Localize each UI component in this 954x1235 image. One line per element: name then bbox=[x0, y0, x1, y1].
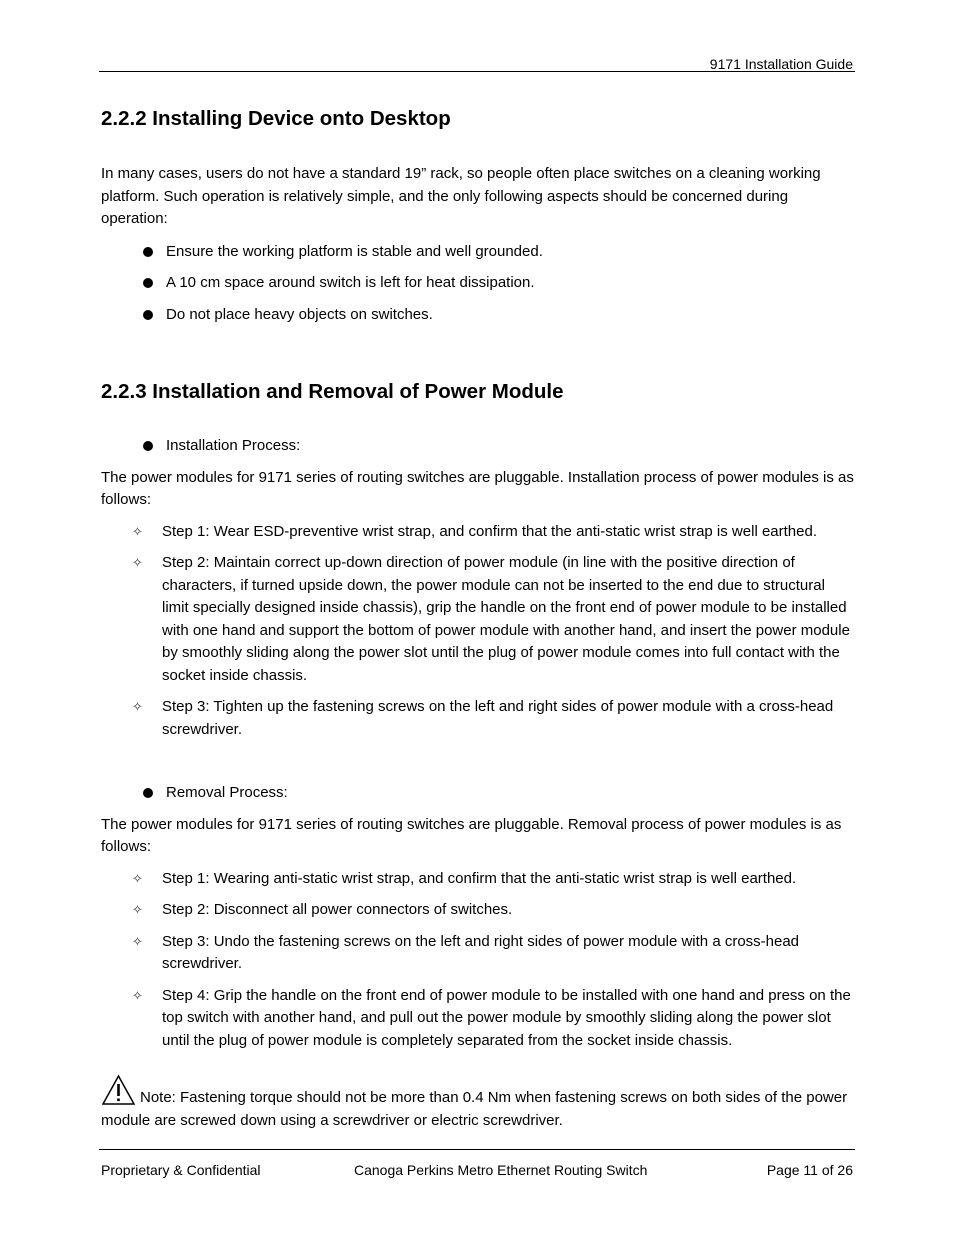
list-item: ✧ Step 3: Tighten up the fastening screws on the left and right sides of power module with a cross-head screwdriver. bbox=[101, 696, 854, 741]
step-star-icon: ✧ bbox=[132, 870, 143, 886]
list-item: ✧ Step 1: Wearing anti-static wrist strap, and confirm that the anti-static wrist strap is well earthed. bbox=[101, 868, 854, 891]
bullet-icon bbox=[143, 441, 153, 451]
step-star-icon: ✧ bbox=[132, 987, 143, 1003]
list-item: Do not place heavy objects on switches. bbox=[101, 304, 854, 327]
section-heading-222: 2.2.2 Installing Device onto Desktop bbox=[101, 107, 451, 130]
bullet-icon bbox=[143, 247, 153, 257]
header-rule bbox=[99, 71, 855, 72]
note-paragraph bbox=[101, 1074, 854, 1132]
list-item: ✧ Step 4: Grip the handle on the front end of power module to be installed with one hand and press on the top switch with another hand, and pull out the power module by smoothly sliding along the power slot until the plug of power module is completely separated from the socket inside chassis. bbox=[101, 985, 854, 1053]
bullet-icon bbox=[143, 278, 153, 288]
page-number: Page 11 of 26 bbox=[766, 1162, 853, 1178]
removal-intro: The power modules for 9171 series of routing switches are pluggable. Removal process of power modules is as follows: bbox=[101, 815, 842, 855]
section-222-intro: In many cases, users do not have a standard 19” rack, so people often place switches on a cleaning working platform. Such operation is relatively simple, and the only following aspects should be concerned during operation: bbox=[101, 165, 821, 227]
step-star-icon: ✧ bbox=[132, 699, 143, 714]
list-item-installation: Installation Process: bbox=[101, 435, 854, 458]
step-star-icon: ✧ bbox=[132, 523, 143, 539]
footer-left: Proprietary & Confidential bbox=[101, 1162, 261, 1178]
section-heading-223: 2.2.3 Installation and Removal of Power Module bbox=[101, 380, 564, 403]
running-header: 9171 Installation Guide bbox=[709, 56, 853, 72]
list-item: A 10 cm space around switch is left for heat dissipation. bbox=[101, 272, 854, 295]
step-star-icon: ✧ bbox=[132, 933, 143, 949]
bullet-icon bbox=[143, 310, 153, 320]
note-text: Note: Fastening torque should not be more than 0.4 Nm when fastening screws on both sides of the power module are screwed down using a screwdriver or electric screwdriver. bbox=[101, 1089, 848, 1129]
list-item: Ensure the working platform is stable and well grounded. bbox=[101, 241, 854, 264]
list-item: ✧ Step 2: Disconnect all power connectors of switches. bbox=[101, 899, 854, 922]
warning-triangle-icon bbox=[101, 1074, 136, 1106]
installation-intro: The power modules for 9171 series of routing switches are pluggable. Installation process of power modules is as follows: bbox=[101, 468, 854, 508]
footer-center: Canoga Perkins Metro Ethernet Routing Switch bbox=[354, 1162, 648, 1178]
list-item: ✧ Step 1: Wear ESD-preventive wrist strap, and confirm that the anti-static wrist strap is well earthed. bbox=[101, 521, 854, 544]
list-item: ✧ Step 3: Undo the fastening screws on the left and right sides of power module with a cross-head screwdriver. bbox=[101, 931, 854, 976]
step-star-icon: ✧ bbox=[132, 555, 143, 570]
list-item: ✧ Step 2: Maintain correct up-down direction of power module (in line with the positive direction of characters, if turned upside down, the power module can not be inserted to the end due to structural limit specially designed inside chassis), grip the handle on the front end of power module to be installed with one hand and support the bottom of power module with another hand, and insert the power module by smoothly sliding along the power slot until the plug of power module comes into full contact with the socket inside chassis. bbox=[101, 552, 854, 687]
bullet-icon bbox=[143, 788, 153, 798]
page-body bbox=[101, 105, 854, 1132]
footer-rule bbox=[99, 1149, 855, 1150]
step-star-icon: ✧ bbox=[132, 902, 143, 917]
list-item-removal: Removal Process: bbox=[101, 782, 854, 805]
